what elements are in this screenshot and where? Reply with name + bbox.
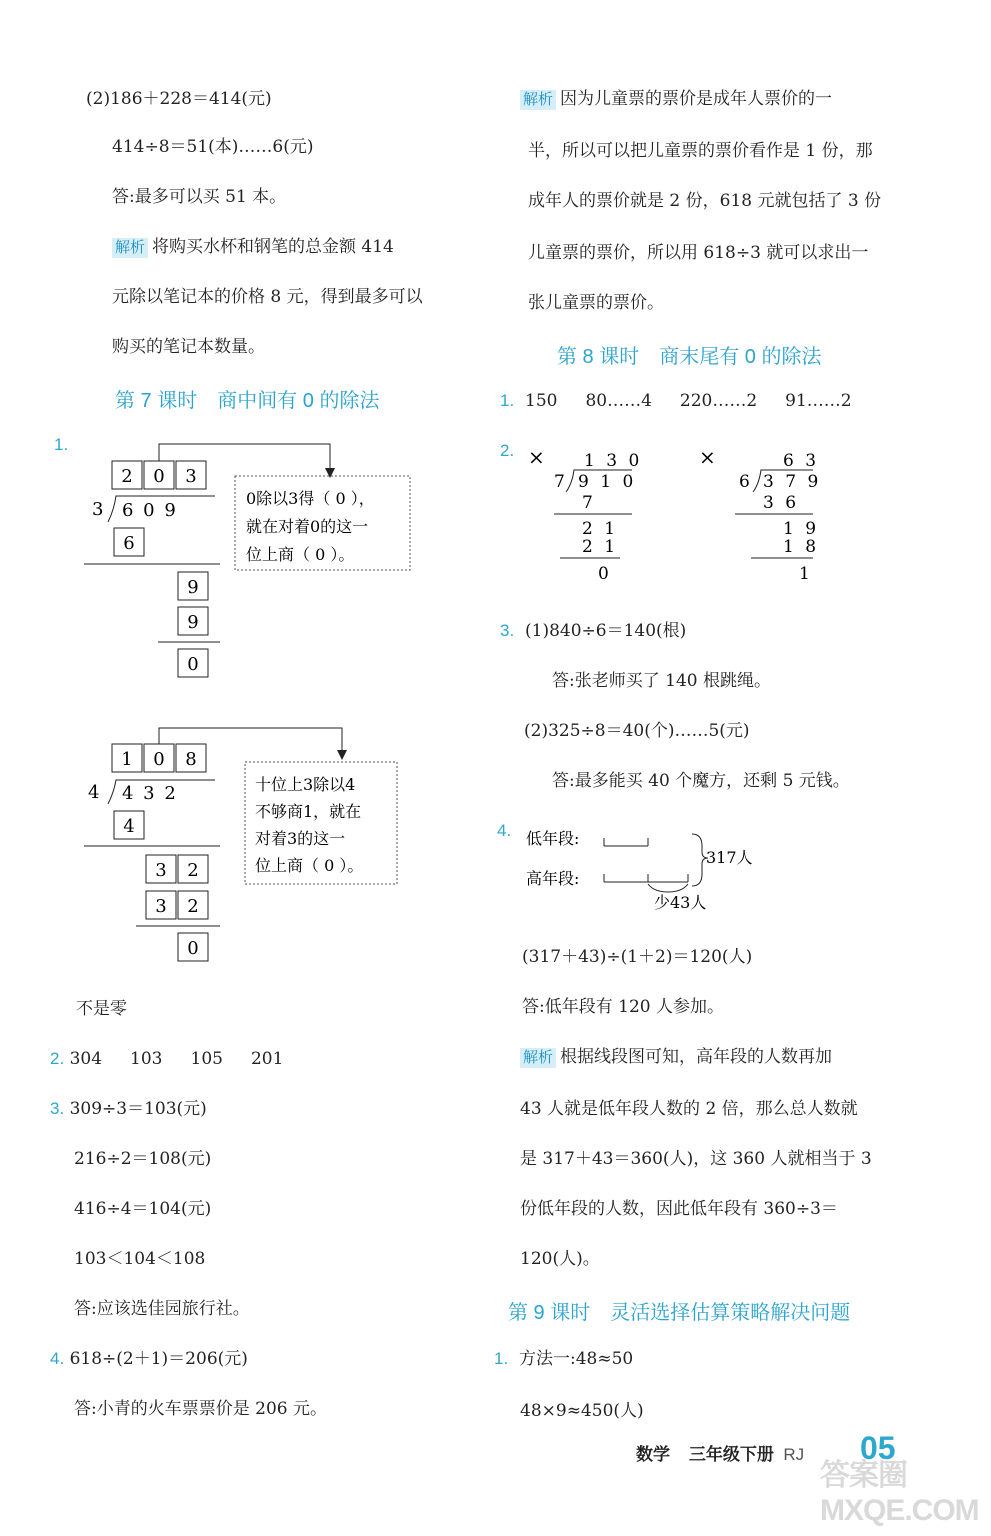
step: 2 1 xyxy=(582,537,619,557)
left-p2-line1: (2)186＋228＝414(元) xyxy=(86,89,272,109)
hint-line: 位上商（ 0 ）。 xyxy=(255,856,364,875)
step-digit: 3 xyxy=(155,896,167,917)
not-zero-text: 不是零 xyxy=(76,999,127,1019)
quotient-digit: 1 xyxy=(121,749,133,770)
segment-label-low: 低年段: xyxy=(526,829,580,848)
hint-line: 不够商1，就在 xyxy=(255,802,362,821)
remainder: 1 xyxy=(799,564,810,584)
step: 2 1 xyxy=(582,519,619,539)
right-q1: 1. 150 80……4 220……2 91……2 xyxy=(500,391,852,411)
hint-line: 对着3的这一 xyxy=(255,829,346,848)
dividend: 6 0 9 xyxy=(122,500,178,521)
analysis-tag: 解析 xyxy=(520,90,556,110)
hint-line: 十位上3除以4 xyxy=(255,775,356,794)
right-q3-line2: (2)325÷8＝40(个)……5(元) xyxy=(524,721,750,741)
right-q3-answer2: 答:最多能买 40 个魔方，还剩 5 元钱。 xyxy=(552,771,850,791)
remainder-digit: 0 xyxy=(187,938,199,959)
right-p1-line2: 48×9≈450(人) xyxy=(520,1401,644,1421)
segment-diagram xyxy=(520,820,780,915)
segment-total: 317人 xyxy=(706,848,753,867)
long-division-432 xyxy=(80,722,420,972)
segment-less: 少43人 xyxy=(654,893,707,912)
left-q3-line1: 3. 309÷3＝103(元) xyxy=(50,1099,207,1119)
segment-label-high: 高年段: xyxy=(526,869,580,888)
long-division-379 xyxy=(695,440,825,590)
dividend: 9 1 0 xyxy=(578,472,637,492)
dividend: 3 7 9 xyxy=(763,472,822,492)
divisor: 6 xyxy=(739,472,750,492)
left-p2-line2: 414÷8＝51(本)……6(元) xyxy=(112,137,314,157)
step: 1 9 xyxy=(783,519,820,539)
cross-icon: × xyxy=(528,445,545,469)
quotient-digit: 0 xyxy=(153,466,165,487)
watermark: 答案圈 MXQE.COM xyxy=(820,1459,979,1527)
less-brace xyxy=(648,884,688,892)
right-analysis-line3: 成年人的票价就是 2 份，618 元就包括了 3 份 xyxy=(528,191,882,211)
divisor: 4 xyxy=(88,782,100,803)
remainder: 0 xyxy=(598,564,609,584)
analysis-tag: 解析 xyxy=(112,238,148,258)
step-digit: 4 xyxy=(123,816,135,837)
step: 1 8 xyxy=(783,537,820,557)
hint-line: 就在对着0的这一 xyxy=(246,517,369,536)
step: 3 6 xyxy=(763,493,800,513)
left-q1-number: 1. xyxy=(54,435,69,454)
quotient-digit: 0 xyxy=(153,749,165,770)
left-q2: 2. 304 103 105 201 xyxy=(50,1049,284,1069)
left-q3-line4: 103＜104＜108 xyxy=(74,1249,206,1269)
right-analysis-line5: 张儿童票的票价。 xyxy=(528,293,664,313)
quotient-digit: 8 xyxy=(185,749,197,770)
right-q4-number: 4. xyxy=(497,821,512,840)
footer xyxy=(636,1440,804,1465)
right-analysis2-line1: 解析 根据线段图可知，高年段的人数再加 xyxy=(520,1046,832,1068)
cross-icon: × xyxy=(699,445,716,469)
quotient-digit: 3 xyxy=(185,466,197,487)
right-q4-line1: (317＋43)÷(1＋2)＝120(人) xyxy=(522,947,753,967)
left-q4-answer: 答:小青的火车票票价是 206 元。 xyxy=(74,1399,327,1419)
analysis-tag: 解析 xyxy=(520,1048,556,1068)
left-analysis1-line3: 购买的笔记本数量。 xyxy=(112,337,265,357)
lesson9-title: 第 9 课时 灵活选择估算策略解决问题 xyxy=(508,1302,851,1324)
long-division-609 xyxy=(80,440,420,690)
step: 7 xyxy=(582,493,593,513)
divisor: 3 xyxy=(92,499,104,520)
hint-line: 0除以3得（ 0 ）， xyxy=(246,489,375,508)
right-q3-answer1: 答:张老师买了 140 根跳绳。 xyxy=(552,671,771,691)
right-q2-number: 2. xyxy=(500,441,515,460)
remainder-digit: 0 xyxy=(187,654,199,675)
right-analysis-line4: 儿童票的票价，所以用 618÷3 就可以求出一 xyxy=(528,243,869,263)
left-q3-line2: 216÷2＝108(元) xyxy=(74,1149,212,1169)
divisor: 7 xyxy=(554,472,565,492)
right-p1-line1: 1. 方法一:48≈50 xyxy=(494,1349,634,1369)
arrow-head-icon xyxy=(325,468,335,478)
step-digit: 6 xyxy=(123,533,135,554)
hint-line: 位上商（ 0 ）。 xyxy=(246,545,355,564)
right-q3-line1: 3. (1)840÷6＝140(根) xyxy=(500,621,687,641)
dividend: 4 3 2 xyxy=(122,783,178,804)
quotient: 6 3 xyxy=(783,451,820,471)
footer-edition: RJ xyxy=(783,1445,805,1464)
right-analysis-line1: 解析 因为儿童票的票价是成年人票价的一 xyxy=(520,88,832,110)
arrow-head-icon xyxy=(337,750,347,760)
right-analysis2-line4: 份低年段的人数，因此低年段有 360÷3＝ xyxy=(520,1199,838,1219)
lesson8-title: 第 8 课时 商末尾有 0 的除法 xyxy=(557,346,822,368)
long-division-910 xyxy=(520,440,650,590)
footer-grade: 三年级下册 xyxy=(688,1445,774,1464)
right-analysis-line2: 半，所以可以把儿童票的票价看作是 1 份，那 xyxy=(528,141,873,161)
left-p2-answer: 答:最多可以买 51 本。 xyxy=(112,187,287,207)
right-analysis2-line3: 是 317＋43＝360(人)，这 360 人就相当于 3 xyxy=(520,1149,872,1169)
left-q4-line1: 4. 618÷(2＋1)＝206(元) xyxy=(50,1349,248,1369)
right-q4-answer: 答:低年段有 120 人参加。 xyxy=(522,997,724,1017)
lesson7-title: 第 7 课时 商中间有 0 的除法 xyxy=(115,390,380,412)
page-number: 05 xyxy=(860,1430,896,1466)
step-digit: 2 xyxy=(187,896,199,917)
left-analysis1-line1: 解析 将购买水杯和钢笔的总金额 414 xyxy=(112,236,394,258)
right-analysis2-line2: 43 人就是低年段人数的 2 倍，那么总人数就 xyxy=(520,1099,858,1119)
right-analysis2-line5: 120(人)。 xyxy=(520,1249,600,1269)
step-digit: 9 xyxy=(187,577,199,598)
left-q3-answer: 答:应该选佳园旅行社。 xyxy=(74,1299,250,1319)
left-analysis1-line2: 元除以笔记本的价格 8 元，得到最多可以 xyxy=(112,287,423,307)
quotient: 1 3 0 xyxy=(584,451,643,471)
step-digit: 3 xyxy=(155,860,167,881)
step-digit: 9 xyxy=(187,612,199,633)
quotient-digit: 2 xyxy=(121,466,133,487)
step-digit: 2 xyxy=(187,860,199,881)
left-q3-line3: 416÷4＝104(元) xyxy=(74,1199,212,1219)
footer-subject: 数学 xyxy=(636,1445,670,1464)
